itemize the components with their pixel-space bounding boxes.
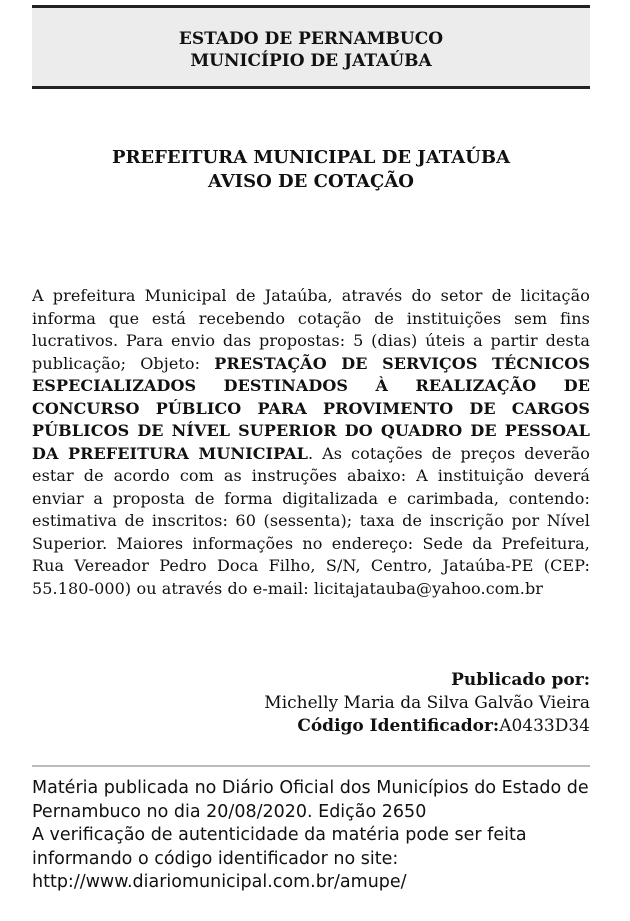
- title-aviso: AVISO DE COTAÇÃO: [208, 171, 414, 192]
- body-rest: . As cotações de preços deverão estar de acordo com as instruções abaixo: A instituição deverá enviar a proposta de forma digitalizada e carimbada, contendo: estimativa de inscritos: 60 (sessenta); taxa de inscrição por Nível Superior. Maiores informações no endereço: Sede da Prefeitura, Rua Vereador Pedro Doca Filho, S/N, Centro, Jataúba-PE (CEP: 55.180-000) ou através do e-mail: licitajatauba@yahoo.com.br: [32, 443, 590, 598]
- header-municipality: MUNICÍPIO DE JATAÚBA: [190, 51, 432, 71]
- body-intro: A prefeitura Municipal de Jataúba, através do setor de licitação informa que está recebendo cotação de instituições sem fins lucrativos. Para envio das propostas: 5 (dias) úteis a partir desta publicação; Objeto:: [32, 286, 590, 373]
- footer-verification-info: A verificação de autenticidade da matéria pode ser feita informando o código identificador no site:: [32, 825, 527, 869]
- publisher-name: Michelly Maria da Silva Galvão Vieira: [264, 693, 590, 713]
- document-title: [32, 146, 590, 194]
- footer-url[interactable]: http://www.diariomunicipal.com.br/amupe/: [32, 872, 407, 892]
- title-prefeitura: PREFEITURA MUNICIPAL DE JATAÚBA: [111, 147, 511, 168]
- footer-publication-info: Matéria publicada no Diário Oficial dos Municípios do Estado de Pernambuco no dia 20/08/2020. Edição 2650: [32, 778, 589, 822]
- header-state: ESTADO DE PERNAMBUCO: [178, 29, 444, 49]
- footer-divider: [32, 765, 590, 767]
- signature-block: [32, 669, 590, 738]
- identifier-label: Código Identificador:: [297, 716, 500, 736]
- body-object: PRESTAÇÃO DE SERVIÇOS TÉCNICOS ESPECIALIZADOS DESTINADOS À REALIZAÇÃO DE CONCURSO PÚBLICO PARA PROVIMENTO DE CARGOS PÚBLICOS DE NÍVEL SUPERIOR DO QUADRO DE PESSOAL DA PREFEITURA MUNICIPAL: [32, 353, 590, 463]
- published-by-label: Publicado por:: [451, 670, 590, 690]
- identifier-value: A0433D34: [499, 716, 590, 736]
- identifier-code: [32, 715, 590, 738]
- document-header: [32, 5, 590, 89]
- notice-body: [32, 285, 590, 600]
- publication-footer: [32, 777, 590, 895]
